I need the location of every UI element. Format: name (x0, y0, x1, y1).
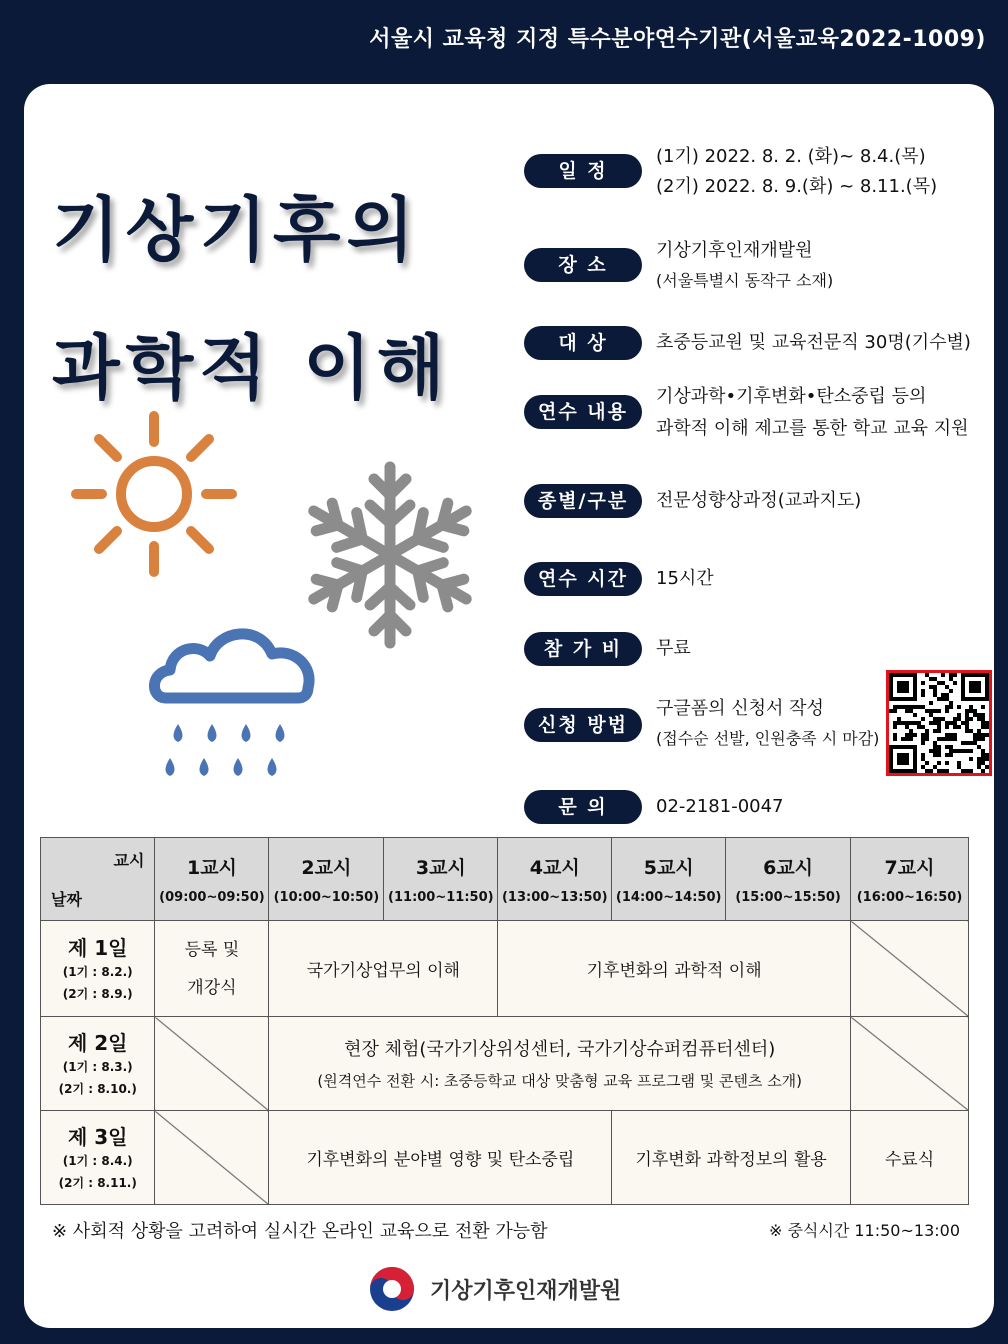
table-row-day-3 (41, 1111, 969, 1205)
table-row-day-1 (41, 921, 969, 1017)
qr-code[interactable] (886, 670, 992, 776)
period-header: 3교시 (11:00~11:50) (384, 838, 498, 921)
snowflake-icon (302, 460, 478, 650)
label-target: 대 상 (524, 326, 642, 360)
sun-icon (64, 404, 244, 584)
value-place: 기상기후인재개발원 (서울특별시 동작구 소재) (656, 240, 834, 290)
footer-org-name: 기상기후인재개발원 (430, 1278, 622, 1304)
poster-card (24, 84, 994, 1328)
title-line-1: 기상기후의 (52, 189, 421, 271)
period-header: 6교시 (15:00~15:50) (726, 838, 851, 921)
label-fee: 참 가 비 (524, 632, 642, 666)
value-content: 기상과학•기후변화•탄소중립 등의 과학적 이해 제고를 통한 학교 교육 지원 (656, 386, 969, 439)
designation-text: 서울시 교육청 지정 특수분야연수기관(서울교육2022-1009) (369, 27, 986, 52)
empty-cell (851, 921, 969, 1017)
table-header-row (41, 838, 969, 921)
session-cell: 수료식 (851, 1111, 969, 1205)
day-cell: 제 1일 (1기 : 8.2.) (2기 : 8.9.) (41, 921, 155, 1017)
label-apply: 신청 방법 (524, 708, 642, 742)
value-contact: 02-2181-0047 (656, 796, 784, 817)
value-fee: 무료 (656, 638, 691, 659)
note-online: ※ 사회적 상황을 고려하여 실시간 온라인 교육으로 전환 가능함 (52, 1221, 548, 1242)
empty-cell (155, 1017, 269, 1111)
session-cell: 현장 체험(국가기상위성센터, 국가기상슈퍼컴퓨터센터) (원격연수 전환 시: 초중등학교 대상 맞춤형 교육 프로그램 및 콘텐츠 소개) (269, 1017, 851, 1111)
session-cell: 국가기상업무의 이해 (269, 921, 498, 1017)
period-header: 7교시 (16:00~16:50) (851, 838, 969, 921)
rain-cloud-icon (144, 620, 324, 795)
table-corner: 교시 날짜 (41, 838, 155, 921)
value-apply: 구글폼의 신청서 작성 (접수순 선발, 인원충족 시 마감) (656, 698, 880, 748)
period-header: 1교시 (09:00~09:50) (155, 838, 269, 921)
value-target: 초중등교원 및 교육전문직 30명(기수별) (656, 332, 971, 353)
table-row-day-2 (41, 1017, 969, 1111)
empty-cell (851, 1017, 969, 1111)
period-header: 2교시 (10:00~10:50) (269, 838, 384, 921)
period-header: 5교시 (14:00~14:50) (612, 838, 726, 921)
note-lunch: ※ 중식시간 11:50~13:00 (768, 1221, 960, 1240)
qr-code-icon (889, 673, 989, 773)
session-cell: 기후변화의 과학적 이해 (498, 921, 851, 1017)
label-schedule: 일 정 (524, 154, 642, 188)
label-contact: 문 의 (524, 790, 642, 824)
session-cell: 등록 및 개강식 (155, 921, 269, 1017)
footer-logo (368, 1264, 621, 1314)
session-cell: 기후변화 과학정보의 활용 (612, 1111, 851, 1205)
label-type: 종별/구분 (524, 484, 642, 518)
schedule-table (40, 837, 969, 1205)
title-line-2: 과학적 이해 (52, 327, 451, 409)
session-cell: 기후변화의 분야별 영향 및 탄소중립 (269, 1111, 612, 1205)
label-content: 연수 내용 (524, 395, 642, 429)
day-cell: 제 2일 (1기 : 8.3.) (2기 : 8.10.) (41, 1017, 155, 1111)
value-type: 전문성향상과정(교과지도) (656, 490, 862, 511)
label-place: 장 소 (524, 248, 642, 282)
empty-cell (155, 1111, 269, 1205)
value-hours: 15시간 (656, 568, 714, 589)
label-hours: 연수 시간 (524, 562, 642, 596)
period-header: 4교시 (13:00~13:50) (498, 838, 612, 921)
taegeuk-logo-icon (368, 1265, 416, 1313)
value-schedule: (1기) 2022. 8. 2. (화)~ 8.4.(목) (2기) 2022. 8. 9.(화) ~ 8.11.(목) (656, 146, 938, 197)
day-cell: 제 3일 (1기 : 8.4.) (2기 : 8.11.) (41, 1111, 155, 1205)
